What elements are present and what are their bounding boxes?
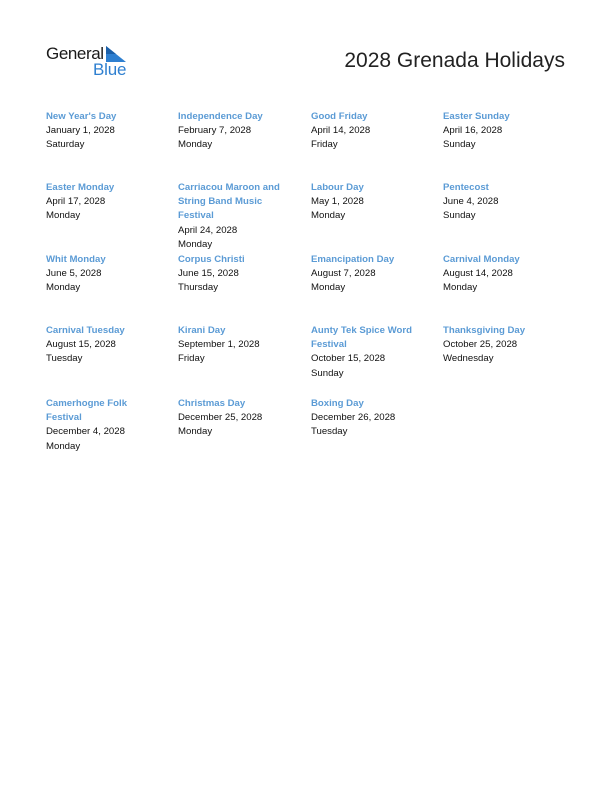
holiday-date: June 4, 2028 — [443, 196, 499, 208]
holiday-date: December 4, 2028 — [46, 426, 125, 438]
holiday-weekday: Friday — [178, 353, 205, 365]
holiday-name: Independence Day — [178, 111, 263, 122]
holiday-entry — [178, 181, 294, 252]
holiday-name: Easter Monday — [46, 182, 115, 193]
holiday-date: January 1, 2028 — [46, 125, 115, 137]
holiday-name: Corpus Christi — [178, 254, 245, 265]
holiday-name: Labour Day — [311, 182, 364, 193]
holiday-weekday: Monday — [178, 426, 213, 438]
holiday-weekday: Monday — [46, 282, 81, 294]
holiday-date: April 24, 2028 — [178, 224, 238, 236]
holiday-entry — [311, 110, 427, 153]
page-title: 2028 Grenada Holidays — [344, 49, 565, 72]
holiday-date: August 7, 2028 — [311, 268, 376, 280]
holiday-entry — [178, 253, 294, 296]
holiday-date: February 7, 2028 — [178, 125, 252, 137]
holiday-date: October 25, 2028 — [443, 339, 518, 351]
holiday-entry — [46, 110, 162, 153]
holiday-entry — [311, 397, 427, 440]
holiday-name: Christmas Day — [178, 398, 246, 409]
holiday-entry — [178, 397, 294, 440]
holiday-weekday: Sunday — [443, 210, 476, 222]
holiday-weekday: Monday — [46, 440, 81, 452]
holiday-name: Aunty Tek Spice Word Festival — [311, 325, 412, 351]
holiday-entry — [443, 324, 559, 367]
holiday-name: Carnival Tuesday — [46, 325, 125, 336]
holiday-weekday: Monday — [311, 282, 346, 294]
holiday-weekday: Saturday — [46, 139, 85, 151]
holiday-date: June 5, 2028 — [46, 268, 102, 280]
holiday-entry — [178, 324, 294, 367]
holiday-date: April 17, 2028 — [46, 196, 106, 208]
holiday-weekday: Monday — [443, 282, 478, 294]
holiday-date: December 25, 2028 — [178, 412, 263, 424]
holiday-weekday: Monday — [178, 238, 213, 250]
holiday-name: Thanksgiving Day — [443, 325, 526, 336]
holiday-name: Emancipation Day — [311, 254, 395, 265]
holiday-entry — [311, 253, 427, 296]
holiday-entry — [311, 181, 427, 224]
holiday-weekday: Sunday — [443, 139, 476, 151]
holiday-weekday: Tuesday — [311, 426, 348, 438]
holiday-name: Good Friday — [311, 111, 368, 122]
holiday-entry — [311, 324, 427, 381]
holiday-weekday: Tuesday — [46, 353, 83, 365]
holiday-entry — [443, 253, 559, 296]
logo-text-general: General — [46, 44, 104, 63]
holiday-name: Camerhogne Folk Festival — [46, 398, 128, 424]
holiday-date: April 16, 2028 — [443, 125, 503, 137]
holiday-weekday: Monday — [178, 139, 213, 151]
holiday-entry — [46, 397, 162, 454]
holiday-weekday: Wednesday — [443, 353, 494, 365]
holiday-entry — [46, 324, 162, 367]
holiday-name: Easter Sunday — [443, 111, 510, 122]
holiday-entry — [46, 181, 162, 224]
holiday-name: New Year's Day — [46, 111, 117, 122]
generalblue-logo — [46, 44, 136, 80]
holiday-entry — [46, 253, 162, 296]
holiday-date: June 15, 2028 — [178, 268, 239, 280]
holiday-date: August 15, 2028 — [46, 339, 116, 351]
logo-text-blue: Blue — [93, 60, 127, 79]
holiday-date: August 14, 2028 — [443, 268, 513, 280]
holiday-date: October 15, 2028 — [311, 353, 386, 365]
holiday-name: Boxing Day — [311, 398, 364, 409]
holiday-name: Carnival Monday — [443, 254, 520, 265]
holiday-weekday: Friday — [311, 139, 338, 151]
holiday-name: Kirani Day — [178, 325, 226, 336]
holiday-entry — [443, 110, 559, 153]
holiday-weekday: Thursday — [178, 282, 218, 294]
holiday-entry — [178, 110, 294, 153]
holiday-entry — [443, 181, 559, 224]
holiday-weekday: Monday — [46, 210, 81, 222]
holiday-date: December 26, 2028 — [311, 412, 396, 424]
holiday-date: April 14, 2028 — [311, 125, 371, 137]
holiday-weekday: Sunday — [311, 367, 344, 379]
holiday-name: Whit Monday — [46, 254, 106, 265]
holiday-date: September 1, 2028 — [178, 339, 260, 351]
holiday-date: May 1, 2028 — [311, 196, 364, 208]
holiday-name: Pentecost — [443, 182, 489, 193]
holiday-name: Carriacou Maroon and String Band Music Festival — [178, 182, 280, 222]
holiday-weekday: Monday — [311, 210, 346, 222]
